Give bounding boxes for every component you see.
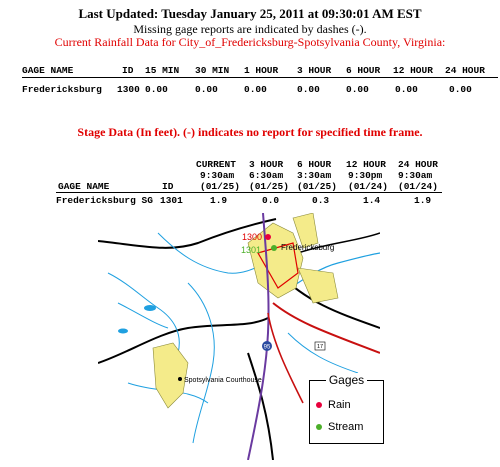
- route-17-label: 17: [316, 344, 324, 350]
- value-cell: 0.00: [244, 84, 267, 95]
- col-12hour: 12 HOUR: [393, 65, 433, 76]
- gage-id-cell: 1300: [117, 84, 140, 95]
- time-label: 9:30am: [398, 170, 433, 181]
- value-cell: 0.00: [346, 84, 369, 95]
- stream-gage-label: 1301: [241, 245, 262, 255]
- time-label: 3:30am: [297, 170, 332, 181]
- route-95-label: 95: [263, 344, 271, 351]
- table-rule: [56, 192, 442, 193]
- date-label: (01/24): [348, 181, 388, 192]
- value-cell: 0.00: [449, 84, 472, 95]
- col-id: ID: [122, 65, 134, 76]
- lake: [144, 305, 156, 311]
- fredericksburg-label: Fredericksburg: [281, 243, 335, 252]
- col-current: CURRENT: [196, 159, 236, 170]
- value-cell: 0.00: [195, 84, 218, 95]
- col-30min: 30 MIN: [195, 65, 230, 76]
- time-label: 9:30pm: [348, 170, 383, 181]
- value-cell: 1.9: [414, 195, 432, 206]
- town-marker: [178, 377, 182, 381]
- col-gage-name: GAGE NAME: [58, 181, 110, 192]
- legend-title: [310, 373, 383, 387]
- rain-gage-label: 1300: [242, 232, 263, 242]
- gage-name-cell: Fredericksburg: [22, 84, 102, 95]
- missing-note: Missing gage reports are indicated by dashes (-).: [133, 22, 367, 36]
- rain-dot-icon: [316, 402, 322, 408]
- legend-stream-label: Stream: [328, 421, 364, 433]
- legend-rain-item: [316, 399, 351, 411]
- value-cell: 0.00: [297, 84, 320, 95]
- value-cell: 1.9: [210, 195, 228, 206]
- date-label: (01/25): [200, 181, 240, 192]
- value-cell: 0.0: [262, 195, 280, 206]
- value-cell: 0.00: [145, 84, 168, 95]
- value-cell: 1.4: [363, 195, 381, 206]
- gage-name-cell: Fredericksburg SG: [56, 195, 153, 206]
- date-label: (01/25): [249, 181, 289, 192]
- spotsylvania-label: Spotsylvania Courthouse: [184, 377, 262, 384]
- table-rule: [22, 77, 498, 78]
- value-cell: 0.00: [395, 84, 418, 95]
- legend-stream-item: [316, 421, 363, 433]
- rain-gage-marker[interactable]: [265, 234, 271, 240]
- col-gage-name: GAGE NAME: [22, 65, 74, 76]
- col-12hour: 12 HOUR: [346, 159, 386, 170]
- legend-title-text: Gages: [326, 373, 367, 387]
- value-cell: 0.3: [312, 195, 330, 206]
- date-label: (01/24): [398, 181, 438, 192]
- col-3hour: 3 HOUR: [297, 65, 332, 76]
- col-6hour: 6 HOUR: [346, 65, 381, 76]
- time-label: 6:30am: [249, 170, 284, 181]
- col-1hour: 1 HOUR: [244, 65, 279, 76]
- time-label: 9:30am: [200, 170, 235, 181]
- stage-title: Stage Data (In feet). (-) indicates no report for specified time frame.: [77, 125, 423, 139]
- col-3hour: 3 HOUR: [249, 159, 284, 170]
- rainfall-title: Current Rainfall Data for City_of_Fredericksburg-Spotsylvania County, Virginia:: [54, 35, 446, 49]
- col-6hour: 6 HOUR: [297, 159, 332, 170]
- lake: [118, 329, 128, 334]
- col-id: ID: [162, 181, 174, 192]
- col-24hour: 24 HOUR: [445, 65, 485, 76]
- date-label: (01/25): [297, 181, 337, 192]
- map-legend: [309, 373, 384, 444]
- stream-dot-icon: [316, 424, 322, 430]
- stream-gage-marker[interactable]: [271, 245, 277, 251]
- col-24hour: 24 HOUR: [398, 159, 438, 170]
- last-updated: Last Updated: Tuesday January 25, 2011 at 09:30:01 AM EST: [78, 6, 422, 21]
- legend-rain-label: Rain: [328, 399, 351, 411]
- gage-id-cell: 1301: [160, 195, 183, 206]
- col-15min: 15 MIN: [145, 65, 180, 76]
